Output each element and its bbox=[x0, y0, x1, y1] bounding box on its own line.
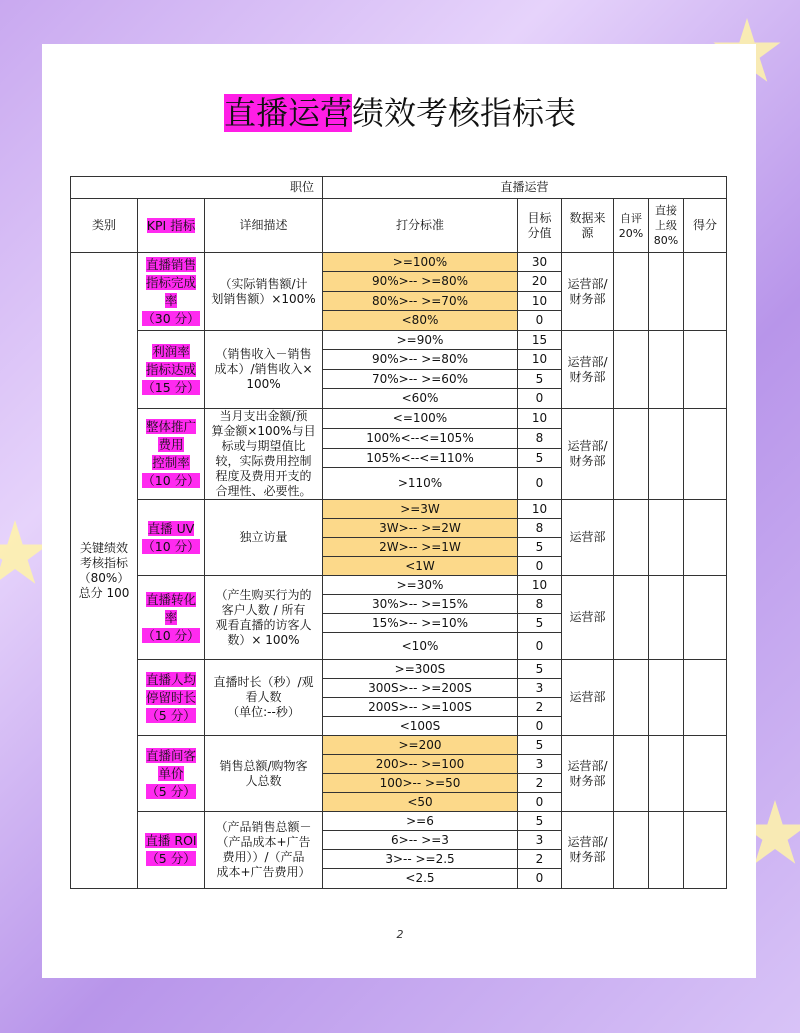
score-standard: 3W>-- >=2W bbox=[323, 519, 518, 538]
title-rest: 绩效考核指标表 bbox=[352, 94, 577, 132]
self-eval-cell[interactable] bbox=[614, 812, 649, 889]
score-standard: 200S>-- >=100S bbox=[323, 698, 518, 717]
score-standard: <80% bbox=[323, 311, 518, 331]
self-eval-cell[interactable] bbox=[614, 500, 649, 576]
data-source: 运营部/ 财务部 bbox=[562, 331, 614, 409]
data-source: 运营部/ 财务部 bbox=[562, 253, 614, 331]
score-standard: <=100% bbox=[323, 409, 518, 429]
target-score: 10 bbox=[518, 292, 562, 311]
col-kpi: KPI 指标 bbox=[138, 199, 205, 253]
col-score: 得分 bbox=[684, 199, 727, 253]
final-score-cell[interactable] bbox=[684, 409, 727, 500]
kpi-description: （产生购买行为的 客户人数 / 所有 观看直播的访客人 数）× 100% bbox=[205, 576, 323, 660]
superior-eval-cell[interactable] bbox=[649, 253, 684, 331]
target-score: 30 bbox=[518, 253, 562, 272]
score-standard: <1W bbox=[323, 557, 518, 576]
score-standard: >=200 bbox=[323, 736, 518, 755]
kpi-score-row bbox=[71, 331, 727, 350]
self-eval-cell[interactable] bbox=[614, 576, 649, 660]
target-score: 0 bbox=[518, 389, 562, 409]
target-score: 0 bbox=[518, 793, 562, 812]
data-source: 运营部 bbox=[562, 500, 614, 576]
kpi-name: 利润率 指标达成 （15 分） bbox=[138, 331, 205, 409]
position-value: 直播运营 bbox=[323, 177, 727, 199]
target-score: 0 bbox=[518, 311, 562, 331]
final-score-cell[interactable] bbox=[684, 736, 727, 812]
superior-eval-cell[interactable] bbox=[649, 736, 684, 812]
score-standard: 6>-- >=3 bbox=[323, 831, 518, 850]
superior-eval-cell[interactable] bbox=[649, 576, 684, 660]
data-source: 运营部/ 财务部 bbox=[562, 736, 614, 812]
title-highlight: 直播运营 bbox=[223, 94, 352, 132]
score-standard: 100%<--<=105% bbox=[323, 429, 518, 448]
target-score: 0 bbox=[518, 557, 562, 576]
kpi-score-row bbox=[71, 253, 727, 272]
score-standard: >=300S bbox=[323, 660, 518, 679]
score-standard: 3>-- >=2.5 bbox=[323, 850, 518, 869]
target-score: 8 bbox=[518, 519, 562, 538]
target-score: 3 bbox=[518, 755, 562, 774]
target-score: 5 bbox=[518, 448, 562, 467]
kpi-name: 直播 ROI （5 分） bbox=[138, 812, 205, 889]
kpi-description: 销售总额/购物客 人总数 bbox=[205, 736, 323, 812]
score-standard: 80%>-- >=70% bbox=[323, 292, 518, 311]
kpi-name: 直播转化 率 （10 分） bbox=[138, 576, 205, 660]
final-score-cell[interactable] bbox=[684, 500, 727, 576]
score-standard: >=30% bbox=[323, 576, 518, 595]
target-score: 3 bbox=[518, 831, 562, 850]
score-standard: >110% bbox=[323, 468, 518, 500]
score-standard: 90%>-- >=80% bbox=[323, 350, 518, 370]
target-score: 5 bbox=[518, 736, 562, 755]
target-score: 5 bbox=[518, 660, 562, 679]
self-eval-cell[interactable] bbox=[614, 253, 649, 331]
target-score: 15 bbox=[518, 331, 562, 350]
score-standard: 90%>-- >=80% bbox=[323, 272, 518, 292]
col-superior: 直接 上级 80% bbox=[649, 199, 684, 253]
target-score: 3 bbox=[518, 679, 562, 698]
kpi-score-row bbox=[71, 660, 727, 679]
score-standard: 300S>-- >=200S bbox=[323, 679, 518, 698]
header-row-columns bbox=[71, 199, 727, 253]
final-score-cell[interactable] bbox=[684, 576, 727, 660]
position-label: 职位 bbox=[71, 177, 323, 199]
kpi-score-row bbox=[71, 409, 727, 429]
score-standard: >=90% bbox=[323, 331, 518, 350]
data-source: 运营部 bbox=[562, 576, 614, 660]
score-standard: 100>-- >=50 bbox=[323, 774, 518, 793]
target-score: 20 bbox=[518, 272, 562, 292]
target-score: 10 bbox=[518, 350, 562, 370]
score-standard: 15%>-- >=10% bbox=[323, 614, 518, 633]
kpi-score-row bbox=[71, 576, 727, 595]
final-score-cell[interactable] bbox=[684, 331, 727, 409]
header-row-position bbox=[71, 177, 727, 199]
col-desc: 详细描述 bbox=[205, 199, 323, 253]
kpi-description: （销售收入－销售 成本）/销售收入× 100% bbox=[205, 331, 323, 409]
score-standard: >=6 bbox=[323, 812, 518, 831]
score-standard: <50 bbox=[323, 793, 518, 812]
col-score-standard: 打分标准 bbox=[323, 199, 518, 253]
superior-eval-cell[interactable] bbox=[649, 409, 684, 500]
target-score: 5 bbox=[518, 614, 562, 633]
kpi-description: （实际销售额/计 划销售额）×100% bbox=[205, 253, 323, 331]
final-score-cell[interactable] bbox=[684, 660, 727, 736]
superior-eval-cell[interactable] bbox=[649, 812, 684, 889]
target-score: 10 bbox=[518, 409, 562, 429]
target-score: 8 bbox=[518, 429, 562, 448]
score-standard: 70%>-- >=60% bbox=[323, 370, 518, 389]
target-score: 5 bbox=[518, 538, 562, 557]
data-source: 运营部 bbox=[562, 660, 614, 736]
score-standard: >=100% bbox=[323, 253, 518, 272]
kpi-description: 当月支出金额/预 算金额×100%与目 标或与期望值比 较，实际费用控制 程度及费用开支的 合理性、必要性。 bbox=[205, 409, 323, 500]
score-standard: 2W>-- >=1W bbox=[323, 538, 518, 557]
kpi-name: 直播间客 单价 （5 分） bbox=[138, 736, 205, 812]
score-standard: 200>-- >=100 bbox=[323, 755, 518, 774]
kpi-table bbox=[70, 176, 727, 889]
score-standard: <60% bbox=[323, 389, 518, 409]
col-target: 目标 分值 bbox=[518, 199, 562, 253]
score-standard: 105%<--<=110% bbox=[323, 448, 518, 467]
kpi-name: 整体推广 费用 控制率 （10 分） bbox=[138, 409, 205, 500]
final-score-cell[interactable] bbox=[684, 253, 727, 331]
kpi-name: 直播人均 停留时长 （5 分） bbox=[138, 660, 205, 736]
target-score: 2 bbox=[518, 774, 562, 793]
target-score: 5 bbox=[518, 370, 562, 389]
score-standard: <2.5 bbox=[323, 869, 518, 889]
self-eval-cell[interactable] bbox=[614, 660, 649, 736]
self-eval-cell[interactable] bbox=[614, 331, 649, 409]
category-cell: 关键绩效 考核指标 （80%） 总分 100 bbox=[71, 253, 138, 889]
final-score-cell[interactable] bbox=[684, 812, 727, 889]
data-source: 运营部/ 财务部 bbox=[562, 409, 614, 500]
self-eval-cell[interactable] bbox=[614, 736, 649, 812]
superior-eval-cell[interactable] bbox=[649, 500, 684, 576]
target-score: 5 bbox=[518, 812, 562, 831]
kpi-score-row bbox=[71, 736, 727, 755]
target-score: 10 bbox=[518, 500, 562, 519]
target-score: 0 bbox=[518, 717, 562, 736]
score-standard: >=3W bbox=[323, 500, 518, 519]
score-standard: <100S bbox=[323, 717, 518, 736]
kpi-score-row bbox=[71, 500, 727, 519]
score-standard: 30%>-- >=15% bbox=[323, 595, 518, 614]
col-category: 类别 bbox=[71, 199, 138, 253]
self-eval-cell[interactable] bbox=[614, 409, 649, 500]
page-title bbox=[0, 88, 800, 134]
target-score: 0 bbox=[518, 633, 562, 660]
target-score: 10 bbox=[518, 576, 562, 595]
score-standard: <10% bbox=[323, 633, 518, 660]
kpi-description: 独立访量 bbox=[205, 500, 323, 576]
target-score: 2 bbox=[518, 850, 562, 869]
page-number: 2 bbox=[396, 928, 404, 941]
kpi-description: （产品销售总额－ （产品成本+广告 费用））/（产品 成本+广告费用） bbox=[205, 812, 323, 889]
kpi-name: 直播销售 指标完成 率 （30 分） bbox=[138, 253, 205, 331]
target-score: 0 bbox=[518, 468, 562, 500]
col-self: 自评 20% bbox=[614, 199, 649, 253]
col-source: 数据来 源 bbox=[562, 199, 614, 253]
target-score: 8 bbox=[518, 595, 562, 614]
kpi-score-row bbox=[71, 812, 727, 831]
kpi-description: 直播时长（秒）/观 看人数 （单位:--秒） bbox=[205, 660, 323, 736]
target-score: 0 bbox=[518, 869, 562, 889]
superior-eval-cell[interactable] bbox=[649, 660, 684, 736]
kpi-name: 直播 UV （10 分） bbox=[138, 500, 205, 576]
target-score: 2 bbox=[518, 698, 562, 717]
superior-eval-cell[interactable] bbox=[649, 331, 684, 409]
data-source: 运营部/ 财务部 bbox=[562, 812, 614, 889]
